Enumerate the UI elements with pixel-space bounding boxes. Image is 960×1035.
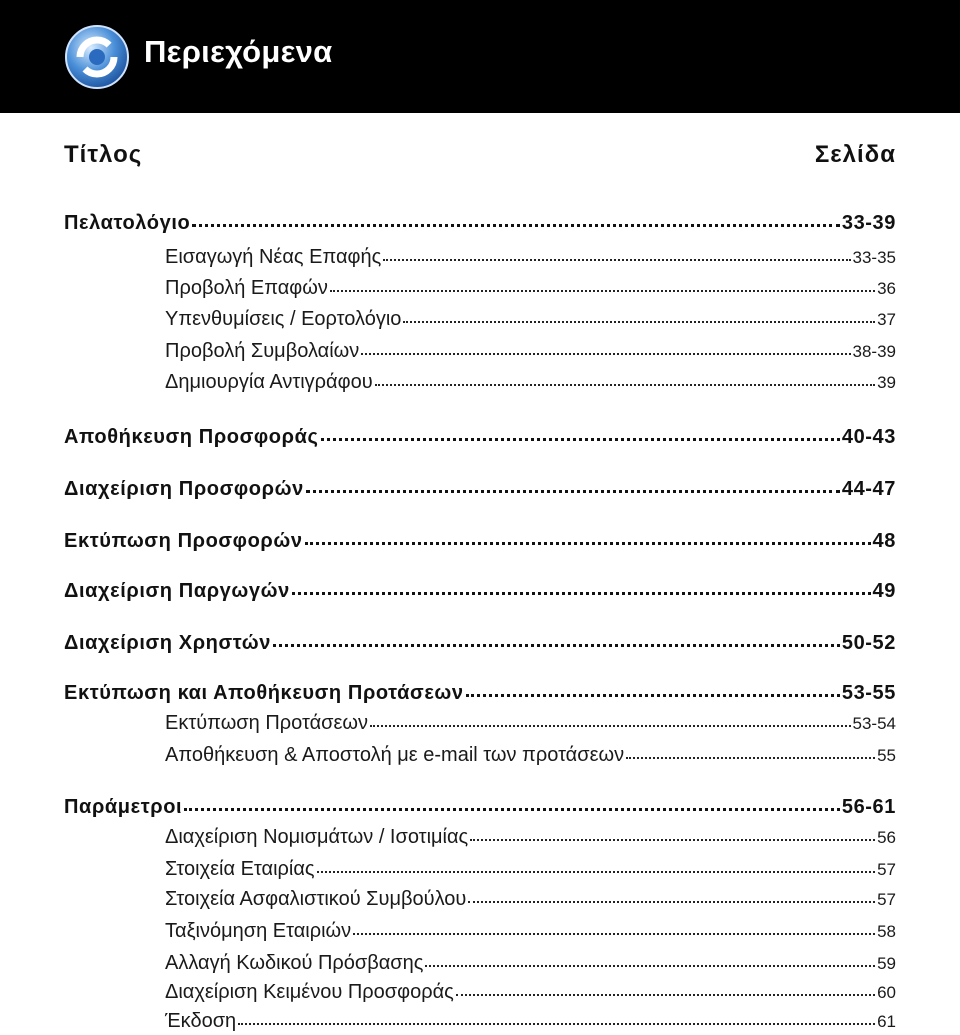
toc-subsection-entry [165,246,896,269]
toc-entry-title: Αποθήκευση Προσφοράς [64,426,319,448]
toc-entry-title: Παράμετροι [64,796,183,818]
toc-entry-title: Διαχείριση Προσφορών [64,478,304,500]
toc-entry-page: 58 [877,922,896,941]
dot-leader [192,223,840,227]
toc-subsection-entry [165,888,896,911]
toc-entry-page: 60 [877,983,896,1002]
toc-section-entry [64,426,896,449]
toc-subsection-entry [165,308,896,331]
dot-leader [468,900,875,903]
dot-leader [626,756,875,759]
toc-entry-title: Στοιχεία Εταιρίας [165,858,315,880]
page-header [0,0,960,113]
toc-section-entry [64,530,896,553]
column-header-title: Τίτλος [64,141,143,168]
toc-entry-title: Προβολή Επαφών [165,277,328,299]
dot-leader [273,643,840,647]
toc-entry-page: 36 [877,279,896,298]
toc-entry-page: 55 [877,746,896,765]
toc-entry-page: 38-39 [852,342,896,361]
dot-leader [370,724,850,727]
dot-leader [361,352,850,355]
toc-entry-page: 57 [877,860,896,879]
toc-subsection-entry [165,1010,896,1033]
toc-entry-title: Εκτύπωση Προτάσεων [165,712,369,734]
toc-entry-title: Αποθήκευση & Αποστολή με e-mail των προτάσεων [165,744,625,766]
toc-entry-title: Εκτύπωση Προσφορών [64,530,303,552]
toc-section-entry [64,478,896,501]
toc-entry-page: 48 [872,530,896,552]
dot-leader [425,964,875,967]
toc-subsection-entry [165,920,896,943]
toc-entry-title: Προβολή Συμβολαίων [165,340,360,362]
toc-entry-page: 59 [877,954,896,973]
toc-entry-title: Εκτύπωση και Αποθήκευση Προτάσεων [64,682,464,704]
toc-entry-page: 50-52 [841,632,896,654]
toc-section-entry [64,580,896,603]
toc-entry-title: Έκδοση [165,1010,237,1032]
toc-subsection-entry [165,712,896,735]
toc-subsection-entry [165,858,896,881]
toc-entry-title: Διαχείριση Κειμένου Προσφοράς [165,981,454,1003]
toc-entry-title: Υπενθυμίσεις / Εορτολόγιο [165,308,402,330]
toc-subsection-entry [165,952,896,975]
toc-subsection-entry [165,981,896,1004]
dot-leader [330,289,875,292]
toc-entry-page: 39 [877,373,896,392]
toc-entry-title: Διαχείριση Χρηστών [64,632,271,654]
toc-entry-title: Αλλαγή Κωδικού Πρόσβασης [165,952,424,974]
toc-entry-title: Ταξινόμηση Εταιριών [165,920,352,942]
toc-entry-page: 33-39 [841,212,896,234]
toc-entry-page: 37 [877,310,896,329]
toc-section-entry [64,212,896,235]
dot-leader [383,258,850,261]
dot-leader [184,807,840,811]
column-header-page: Σελίδα [814,141,896,168]
toc-subsection-entry [165,277,896,300]
dot-leader [306,489,840,493]
circular-arrows-logo-icon [64,24,130,90]
dot-leader [353,932,875,935]
dot-leader [305,541,871,545]
toc-entry-page: 56 [877,828,896,847]
toc-subsection-entry [165,744,896,767]
toc-entry-title: Διαχείριση Παργωγών [64,580,290,602]
toc-entry-title: Στοιχεία Ασφαλιστικού Συμβούλου [165,888,467,910]
toc-subsection-entry [165,371,896,394]
toc-entry-title: Δημιουργία Αντιγράφου [165,371,373,393]
toc-entry-page: 57 [877,890,896,909]
toc-entry-title: Πελατολόγιο [64,212,191,234]
toc-section-entry [64,796,896,819]
dot-leader [317,870,876,873]
dot-leader [321,437,840,441]
toc-entry-page: 40-43 [841,426,896,448]
toc-subsection-entry [165,340,896,363]
toc-entry-page: 33-35 [852,248,896,267]
toc-entry-page: 61 [877,1012,896,1031]
dot-leader [470,838,875,841]
toc-entry-page: 53-55 [841,682,896,704]
toc-entry-title: Εισαγωγή Νέας Επαφής [165,246,382,268]
toc-entry-page: 44-47 [841,478,896,500]
dot-leader [238,1022,875,1025]
dot-leader [403,320,875,323]
toc-entry-page: 53-54 [852,714,896,733]
dot-leader [375,383,875,386]
toc-entry-page: 49 [872,580,896,602]
dot-leader [466,693,840,697]
dot-leader [292,591,871,595]
toc-section-entry [64,682,896,705]
toc-entry-page: 56-61 [841,796,896,818]
dot-leader [456,993,875,996]
toc-subsection-entry [165,826,896,849]
page-title: Περιεχόμενα [144,34,333,69]
toc-section-entry [64,632,896,655]
toc-entry-title: Διαχείριση Νομισμάτων / Ισοτιμίας [165,826,469,848]
